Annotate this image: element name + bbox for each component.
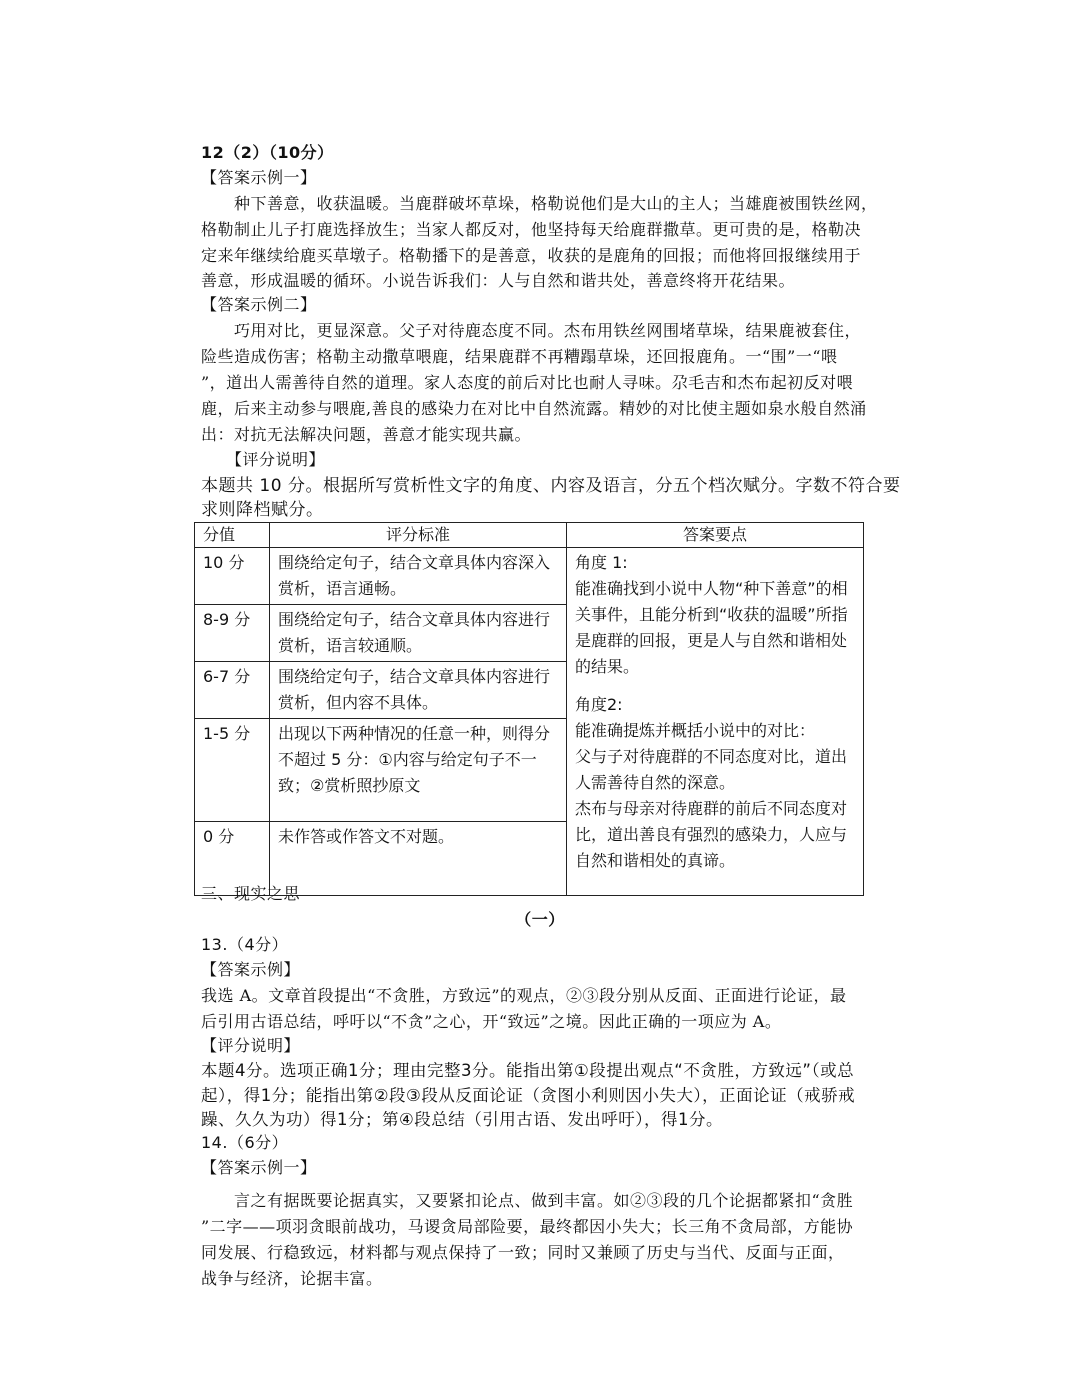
criteria-cell: 未作答或作答文不对题。 <box>270 822 567 896</box>
q12-example2-line: ”，道出人需善待自然的道理。家人态度的前后对比也耐人寻味。尕毛吉和杰布起初反对喂 <box>201 373 854 392</box>
q14-example1-title: 【答案示例一】 <box>201 1158 317 1177</box>
angle1-title: 角度 1: <box>575 553 628 572</box>
angle2-line: 杰布与母亲对待鹿群的前后不同态度对比，道出善良有强烈的感染力，人应与自然和谐相处的真谛。 <box>575 799 848 870</box>
q12-example1-line: 善意，形成温暖的循环。小说告诉我们：人与自然和谐共处，善意终将开花结果。 <box>201 271 796 290</box>
score-cell: 0 分 <box>195 822 270 896</box>
q13-example-line: 后引用古语总结，呼吁以“不贪”之心，开“致远”之境。因此正确的一项应为 A。 <box>201 1012 782 1031</box>
score-cell: 6-7 分 <box>195 662 270 719</box>
q13-rubric-line: 起），得1分；能指出第②段③段从反面论证（贪图小利则因小失大），正面论证（戒骄戒 <box>201 1086 856 1105</box>
q12-rubric-line: 求则降档赋分。 <box>201 500 324 520</box>
criteria-cell: 围绕给定句子，结合文章具体内容进行赏析，语言较通顺。 <box>270 605 567 662</box>
criteria-cell: 围绕给定句子，结合文章具体内容进行赏析，但内容不具体。 <box>270 662 567 719</box>
q12-example2-line: 鹿，后来主动参与喂鹿,善良的感染力在对比中自然流露。精妙的对比使主题如泉水般自然涌 <box>201 399 867 418</box>
q14-example1-line: 战争与经济，论据丰富。 <box>201 1269 383 1288</box>
angle2-line: 父与子对待鹿群的不同态度对比，道出人需善待自然的深意。 <box>575 747 848 792</box>
spacer <box>575 680 855 692</box>
q14-example1-line: 言之有据既要论据真实，又要紧扣论点、做到丰富。如②③段的几个论据都紧扣“贪胜 <box>234 1191 854 1210</box>
q14-heading: 14.（6分） <box>201 1133 289 1152</box>
q13-rubric-title: 【评分说明】 <box>201 1036 301 1055</box>
criteria-cell: 出现以下两种情况的任意一种，则得分不超过 5 分：①内容与给定句子不一致；②赏析照抄原文 <box>270 719 567 822</box>
scoring-table <box>194 522 864 896</box>
table-row <box>195 548 864 605</box>
q12-rubric-line: 本题共 10 分。根据所写赏析性文字的角度、内容及语言，分五个档次赋分。字数不符合要 <box>201 476 901 496</box>
q13-example-title: 【答案示例】 <box>201 960 301 979</box>
q14-example1-line: 同发展、行稳致远，材料都与观点保持了一致；同时又兼顾了历史与当代、反面与正面， <box>201 1243 845 1262</box>
angle1-text: 能准确找到小说中人物“种下善意”的相关事件，且能分析到“收获的温暖”所指是鹿群的回报，更是人与自然和谐相处的结果。 <box>575 579 848 676</box>
header-score: 分值 <box>195 523 270 548</box>
q12-example2-line: 出：对抗无法解决问题，善意才能实现共赢。 <box>201 425 532 444</box>
score-cell: 1-5 分 <box>195 719 270 822</box>
criteria-cell: 围绕给定句子，结合文章具体内容深入赏析，语言通畅。 <box>270 548 567 605</box>
q13-rubric-line: 本题4分。选项正确1分；理由完整3分。能指出第①段提出观点“不贪胜，方致远”（或总 <box>201 1061 855 1080</box>
q13-heading: 13.（4分） <box>201 935 289 954</box>
header-criteria: 评分标准 <box>270 523 567 548</box>
q12-example1-line: 种下善意，收获温暖。当鹿群破坏草垛，格勒说他们是大山的主人；当雄鹿被围铁丝网， <box>234 194 878 213</box>
q14-example1-line: ”二字——项羽贪眼前战功，马谡贪局部险要，最终都因小失大；长三角不贪局部，方能协 <box>201 1217 854 1236</box>
q12-example1-line: 格勒制止儿子打鹿选择放生；当家人都反对，他坚持每天给鹿群撒草。更可贵的是，格勒决 <box>201 220 862 239</box>
key-points-cell <box>567 548 864 896</box>
q12-example2-line: 险些造成伤害；格勒主动撒草喂鹿，结果鹿群不再糟蹋草垛，还回报鹿角。一“围”一“喂 <box>201 347 838 366</box>
q12-example1-line: 定来年继续给鹿买草墩子。格勒播下的是善意，收获的是鹿角的回报；而他将回报继续用于 <box>201 246 862 265</box>
header-key-points: 答案要点 <box>567 523 864 548</box>
q12-example1-title: 【答案示例一】 <box>201 168 317 187</box>
q13-example-line: 我选 A。文章首段提出“不贪胜，方致远”的观点，②③段分别从反面、正面进行论证，最 <box>201 986 847 1005</box>
section3-title: 三、现实之思 <box>201 884 301 903</box>
angle2-line: 能准确提炼并概括小说中的对比： <box>575 721 816 740</box>
section3-part: （一） <box>515 910 565 929</box>
q12-example2-title: 【答案示例二】 <box>201 295 317 314</box>
q12-example2-line: 巧用对比，更显深意。父子对待鹿态度不同。杰布用铁丝网围堵草垛，结果鹿被套住， <box>234 321 862 340</box>
scoring-table-header <box>195 523 864 548</box>
q12-heading: 12（2）（10分） <box>201 143 334 162</box>
q13-rubric-line: 躁、久久为功）得1分；第④段总结（引用古语、发出呼吁），得1分。 <box>201 1110 724 1129</box>
score-cell: 8-9 分 <box>195 605 270 662</box>
angle2-title: 角度2: <box>575 695 623 714</box>
score-cell: 10 分 <box>195 548 270 605</box>
q12-rubric-title: 【评分说明】 <box>226 450 326 469</box>
